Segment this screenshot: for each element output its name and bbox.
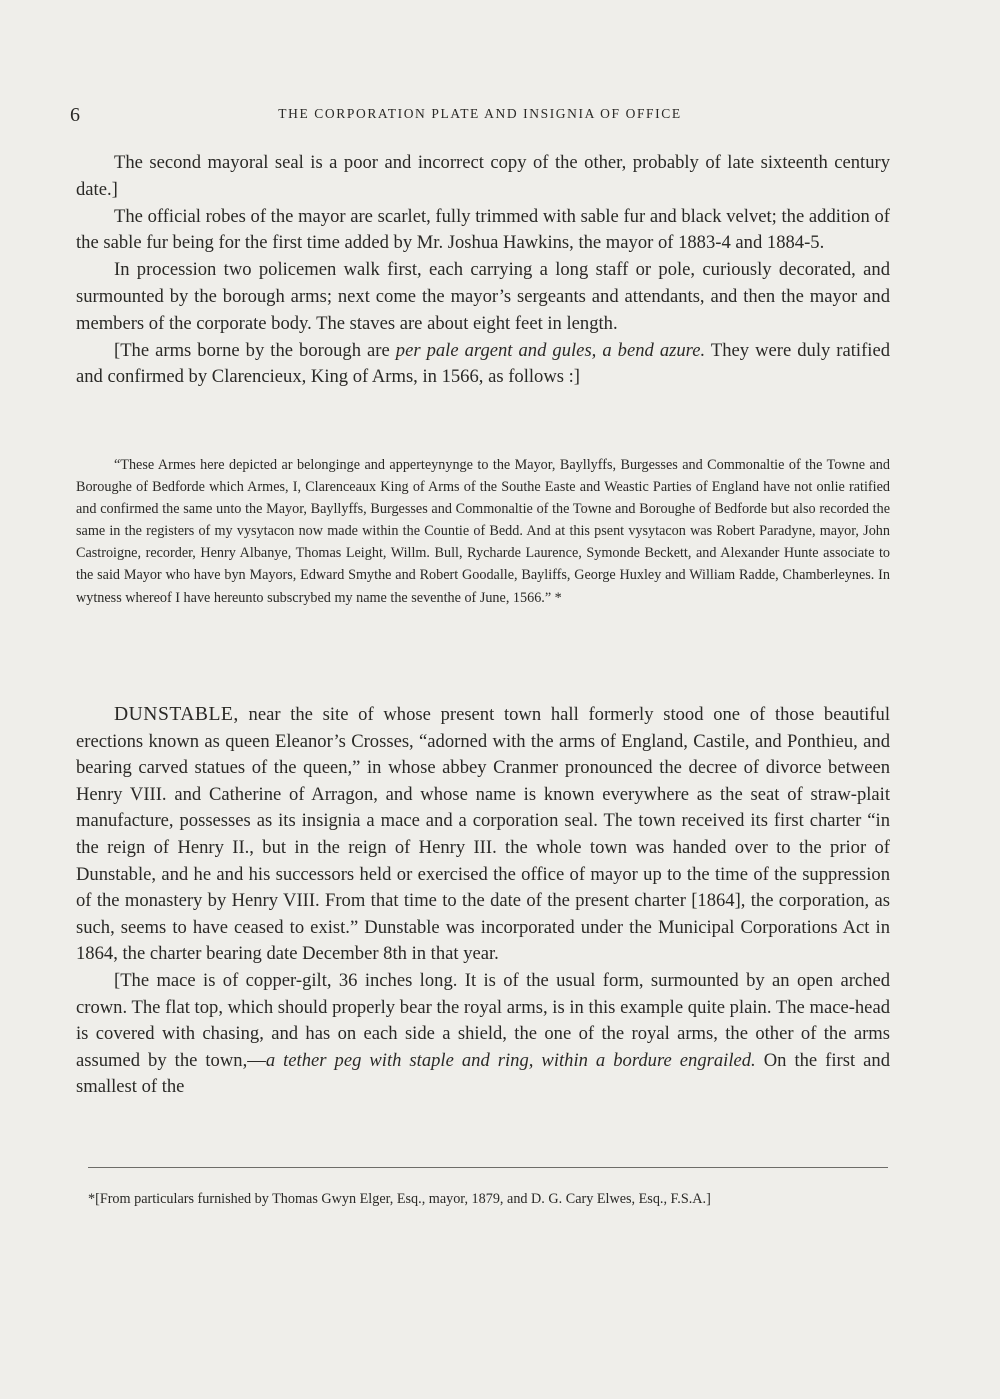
arms-text-end: They were duly ratified and confirmed by Clarencieux, King of Arms, in 1566, as follows :] bbox=[76, 339, 890, 388]
body-text bbox=[76, 150, 890, 391]
mace-text-start: [The mace is of copper-gilt, 36 inches long. It is of the usual form, surmounted by an open arched crown. The flat top, which should properly bear the royal arms, is in this example quite plain. The mace-head is covered with chasing, and has on each side a shield, the one of the royal arms, the other of the arms assumed by the town,— bbox=[76, 969, 890, 1071]
quotation-text: “These Armes here depicted ar belonginge and apperteynynge to the Mayor, Bayllyffs, Burgesses and Commonaltie of the Towne and Boroughe of Bedforde which Armes, I, Clarenceaux King of Arms of the Southe Easte and Weastic Parties of England have not onlie ratified and confirmed the same unto the Mayor, Bayllyffs, Burgesses and Commonaltie of the Towne and Boroughe of Bedforde but also recorded the same in the registers of my vysytacon now made within the Countie of Bedd. And at this psent vysytacon was Robert Paradyne, mayor, John Castroigne, recorder, Henry Albanye, Thomas Leight, Willm. Bull, Rycharde Laurence, Symonde Beckett, and Alexander Hunte associate to the said Mayor who have byn Mayors, Edward Smythe and Robert Goodalle, Bayliffs, George Huxley and William Radde, Chamberleynes. In wytness whereof I have hereunto subscrybed my name the seventhe of June, 1566.” * bbox=[76, 457, 890, 606]
dunstable-section bbox=[76, 702, 890, 1101]
paragraph-official-robes: The official robes of the mayor are scarlet, fully trimmed with sable fur and black velvet; the addition of the sable fur being for the first time added by Mr. Joshua Hawkins, the mayor of 1883-4 and 1884-5. bbox=[76, 205, 890, 254]
dunstable-history-text: near the site of whose present town hall formerly stood one of those beautiful erections known as queen Eleanor’s Crosses, “adorned with the arms of England, Castile, and Ponthieu, and bearing carved statues of the queen,” in whose abbey Cranmer pronounced the decree of divorce between Henry VIII. and Catherine of Arragon, and whose name is known everywhere as the seat of straw-plait manufacture, possesses as its insignia a mace and a corporation seal. The town received its first charter “in the reign of Henry II., but in the reign of Henry III. the whole town was handed over to the prior of Dunstable, and he and his successors held or exercised the office of mayor up to the time of the suppression of the monastery by Henry VIII. From that time to the date of the present charter [1864], the corporation, as such, seems to have ceased to exist.” Dunstable was incorporated under the Municipal Corporations Act in 1864, the charter bearing date December 8th in that year. bbox=[76, 704, 890, 965]
paragraph-procession: In procession two policemen walk first, each carrying a long staff or pole, curiously decorated, and surmounted by the borough arms; next come the mayor’s sergeants and attendants, and then the mayor and members of the corporate body. The staves are about eight feet in length. bbox=[76, 259, 890, 334]
footnote-divider bbox=[88, 1167, 888, 1168]
page-number: 6 bbox=[70, 104, 80, 126]
footnote-text: *[From particulars furnished by Thomas Gwyn Elger, Esq., mayor, 1879, and D. G. Cary Elwes, Esq., F.S.A.] bbox=[88, 1191, 711, 1207]
clarencieux-quotation bbox=[76, 454, 890, 609]
dunstable-heading-word: DUNSTABLE, bbox=[114, 704, 239, 725]
arms-text-start: [The arms borne by the borough are bbox=[114, 339, 396, 361]
running-title: THE CORPORATION PLATE AND INSIGNIA OF OFFICE bbox=[278, 106, 682, 121]
arms-blazon: per pale argent and gules, a bend azure. bbox=[395, 339, 706, 361]
paragraph-dunstable-history bbox=[76, 702, 890, 968]
paragraph-borough-arms bbox=[76, 338, 890, 392]
page-header bbox=[70, 104, 890, 134]
footnote bbox=[88, 1187, 888, 1211]
paragraph-dunstable-mace bbox=[76, 968, 890, 1101]
mace-text-end: On the first and smallest of the bbox=[76, 1049, 890, 1098]
town-arms-blazon: a tether peg with staple and ring, within a bordure engrailed. bbox=[265, 1049, 756, 1071]
paragraph-second-seal: The second mayoral seal is a poor and incorrect copy of the other, probably of late sixteenth century date.] bbox=[76, 152, 890, 200]
